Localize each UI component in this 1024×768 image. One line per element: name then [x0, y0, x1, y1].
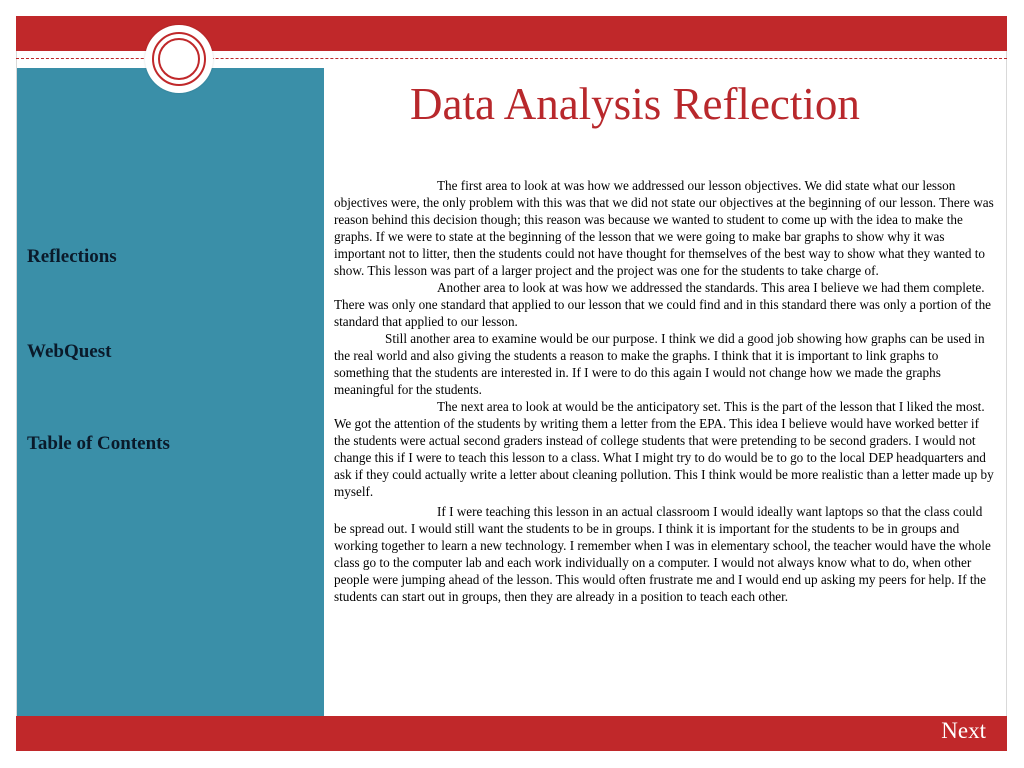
paragraph-purpose: Still another area to examine would be our purpose. I think we did a good job showing how graphs can be used in the real world and also giving the students a reason to make the graphs. I think that it is important to link graphs to something that the students are interested in. If I were to do this again I would not change how we made the graphs meaningful for the students. [334, 331, 985, 397]
concentric-circles-icon [145, 25, 213, 93]
page-title: Data Analysis Reflection [410, 79, 860, 129]
paragraph-standards: Another area to look at was how we addressed the standards. This area I believe we had them complete. There was only one standard that applied to our lesson that we could find and in this standard there was only a portion of the standard that applied to our lesson. [334, 280, 992, 329]
next-button[interactable]: Next [941, 718, 986, 743]
reflection-body [334, 177, 996, 605]
paragraph-objectives: The first area to look at was how we addressed our lesson objectives. We did state what our lesson objectives were, the only problem with this was that we did not state our objectives at the beginning of our lesson. There was reason behind this decision though; this reason was because we wanted to student to come up with the idea to make the graphs. If we were to state at the beginning of the lesson that we were going to make bar graphs to show why it was important not to litter, then the students could not have thought for themselves of the best way to show what they wanted to show. This lesson was part of a larger project and the project was one for the students to take charge of. [334, 178, 994, 278]
inner-ring [158, 38, 200, 80]
nav-link-reflections[interactable]: Reflections [27, 246, 117, 267]
sidebar [17, 68, 324, 716]
paragraph-classroom: If I were teaching this lesson in an actual classroom I would ideally want laptops so that the class could be spread out. I would still want the students to be in groups. I think it is important for the students to be in groups and working together to learn a new technology. I remember when I was in elementary school, the teacher would have the whole class go to the computer lab and each work individually on a computer. I would not always know what to do, when other people were jumping ahead of the lesson. This would often frustrate me and I would end up asking my peers for help. If the students can start out in groups, then they are already in a position to teach each other. [334, 504, 991, 604]
paragraph-anticipatory-set: The next area to look at would be the anticipatory set. This is the part of the lesson that I liked the most. We got the attention of the students by writing them a letter from the EPA. This idea I believe would have worked better if the students were actual second graders instead of college students that were pretending to be second graders. I would not change this if I were to teach this lesson to a class. What I might try to do would be to go to the local DEP headquarters and ask if they could actually write a letter about cleaning pollution. This I think would be more realistic than a letter made up by myself. [334, 399, 994, 499]
bottom-banner [16, 716, 1007, 751]
nav-link-table-of-contents[interactable]: Table of Contents [27, 433, 170, 454]
nav-link-webquest[interactable]: WebQuest [27, 341, 112, 362]
